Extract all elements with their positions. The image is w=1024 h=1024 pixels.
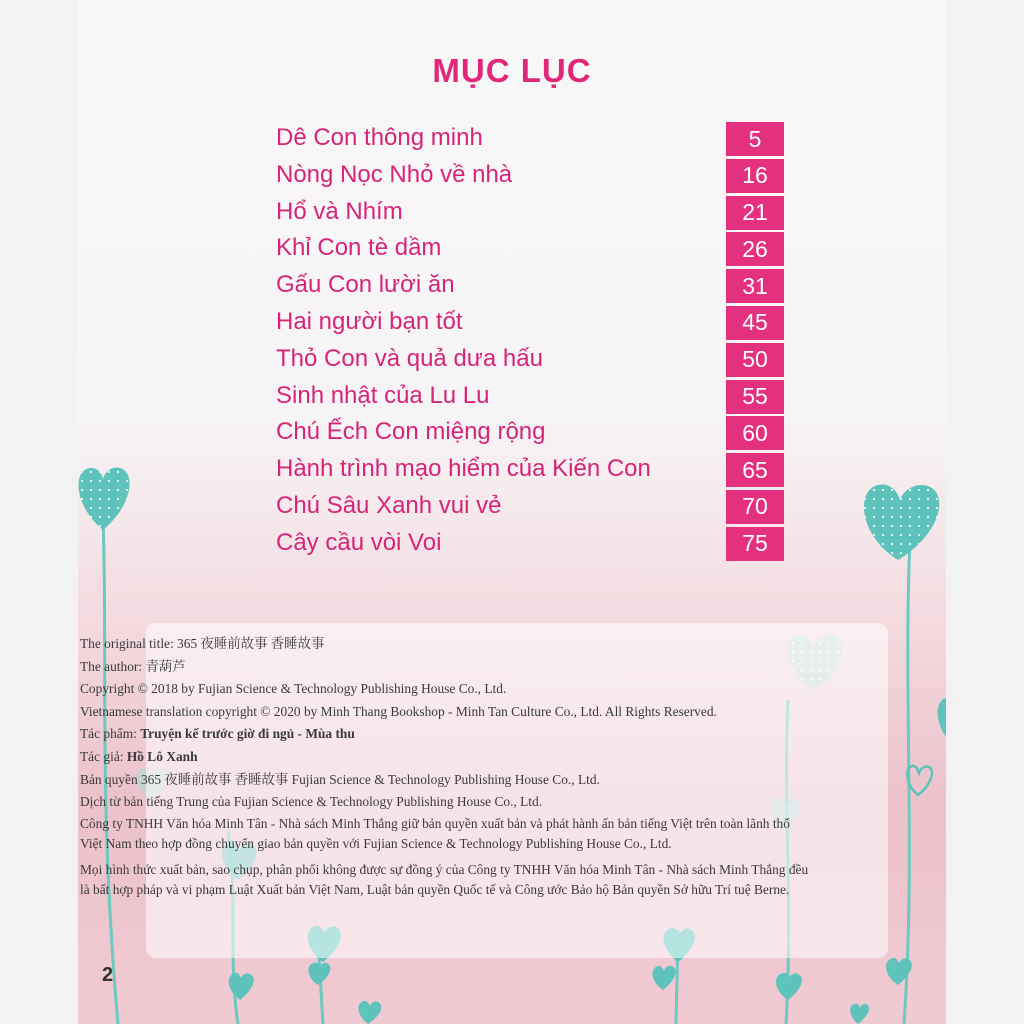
toc-entry-page: 55: [726, 380, 784, 414]
toc-entry-title: Hai người bạn tốt: [276, 307, 463, 335]
toc-entry: [276, 196, 786, 233]
toc-entry-title: Khỉ Con tè dầm: [276, 234, 442, 262]
translation-copyright-line: Vietnamese translation copyright © 2020 by Minh Thang Bookshop - Minh Tan Culture Co., Ltd. All Rights Reserved.: [80, 703, 717, 719]
author-vi-line: [80, 746, 810, 769]
toc-entry-page: 50: [726, 343, 784, 377]
toc-entry: [276, 269, 786, 306]
toc-entry-page: 16: [726, 159, 784, 193]
toc-entry-title: Dê Con thông minh: [276, 124, 483, 151]
toc-entry: [276, 306, 786, 343]
toc-entry: [276, 122, 786, 159]
author-vi-value: Hồ Lô Xanh: [126, 748, 198, 764]
toc-entry-page: 5: [726, 122, 784, 156]
toc-entry: [276, 232, 786, 269]
toc-entry: [276, 416, 786, 453]
toc-entry: [276, 490, 786, 527]
work-line: [80, 723, 810, 746]
original-author-line: The author: 青葫芦: [80, 658, 186, 674]
author-vi-label: Tác giả:: [80, 748, 127, 764]
toc-entry: [276, 159, 786, 196]
copyright-line: Copyright © 2018 by Fujian Science & Technology Publishing House Co., Ltd.: [80, 681, 507, 697]
toc-entry-title: Hổ và Nhím: [276, 197, 403, 225]
copyright-text: [80, 633, 810, 900]
work-value: Truyện kể trước giờ đi ngủ - Mùa thu: [140, 726, 355, 742]
legal-notice-paragraph: Mọi hình thức xuất bản, sao chụp, phân phối không được sự đồng ý của Công ty TNHH Văn hóa Minh Tân - Nhà sách Minh Thắng đều là bất hợp pháp và vi phạm Luật Xuất bản Việt Nam, Luật bản quyền Quốc tế và Công ước Bảo hộ Bản quyền Sở hữu Trí tuệ Berne.: [80, 861, 809, 897]
toc-entry-title: Thỏ Con và quả dưa hấu: [276, 344, 543, 372]
toc-entry-title: Sinh nhật của Lu Lu: [276, 381, 490, 409]
toc-entry-page: 60: [726, 416, 784, 450]
toc-entry-page: 75: [726, 527, 784, 561]
toc-entry-title: Gấu Con lười ăn: [276, 271, 455, 299]
toc-entry-title: Chú Ếch Con miệng rộng: [276, 418, 546, 446]
toc-entry-page: 45: [726, 306, 784, 340]
original-title-line: The original title: 365 夜睡前故事 香睡故事: [80, 636, 325, 651]
toc-entry-title: Cây cầu vòi Voi: [276, 528, 442, 556]
toc-entry-page: 65: [726, 453, 784, 487]
toc-entry-page: 70: [726, 490, 784, 524]
company-rights-paragraph: Công ty TNHH Văn hóa Minh Tân - Nhà sách Minh Thắng giữ bản quyền xuất bản và phát hành ấn bản tiếng Việt trên toàn lãnh thổ Việt Nam theo hợp đồng chuyển giao bản quyền với Fujian Science & Technology Publishing House Co., Ltd.: [80, 815, 790, 851]
toc-entry: [276, 527, 786, 564]
table-of-contents-title: MỤC LỤC: [432, 52, 592, 89]
rights-line: Bản quyền 365 夜睡前故事 香睡故事 Fujian Science & Technology Publishing House Co., Ltd.: [80, 771, 600, 787]
toc-entry: [276, 343, 786, 380]
work-label: Tác phẩm:: [80, 726, 141, 742]
toc-entry-page: 26: [726, 232, 784, 266]
toc-entry-title: Chú Sâu Xanh vui vẻ: [276, 491, 502, 519]
translated-from-line: Dịch từ bản tiếng Trung của Fujian Science & Technology Publishing House Co., Ltd.: [80, 794, 543, 810]
toc-entry-title: Nòng Nọc Nhỏ về nhà: [276, 160, 513, 188]
toc-entry-page: 21: [726, 196, 784, 230]
page-number: 2: [102, 964, 114, 986]
toc-entry: [276, 380, 786, 417]
table-of-contents: [276, 122, 786, 564]
toc-entry-page: 31: [726, 269, 784, 303]
toc-entry-title: Hành trình mạo hiểm của Kiến Con: [276, 455, 651, 483]
toc-entry: [276, 453, 786, 490]
